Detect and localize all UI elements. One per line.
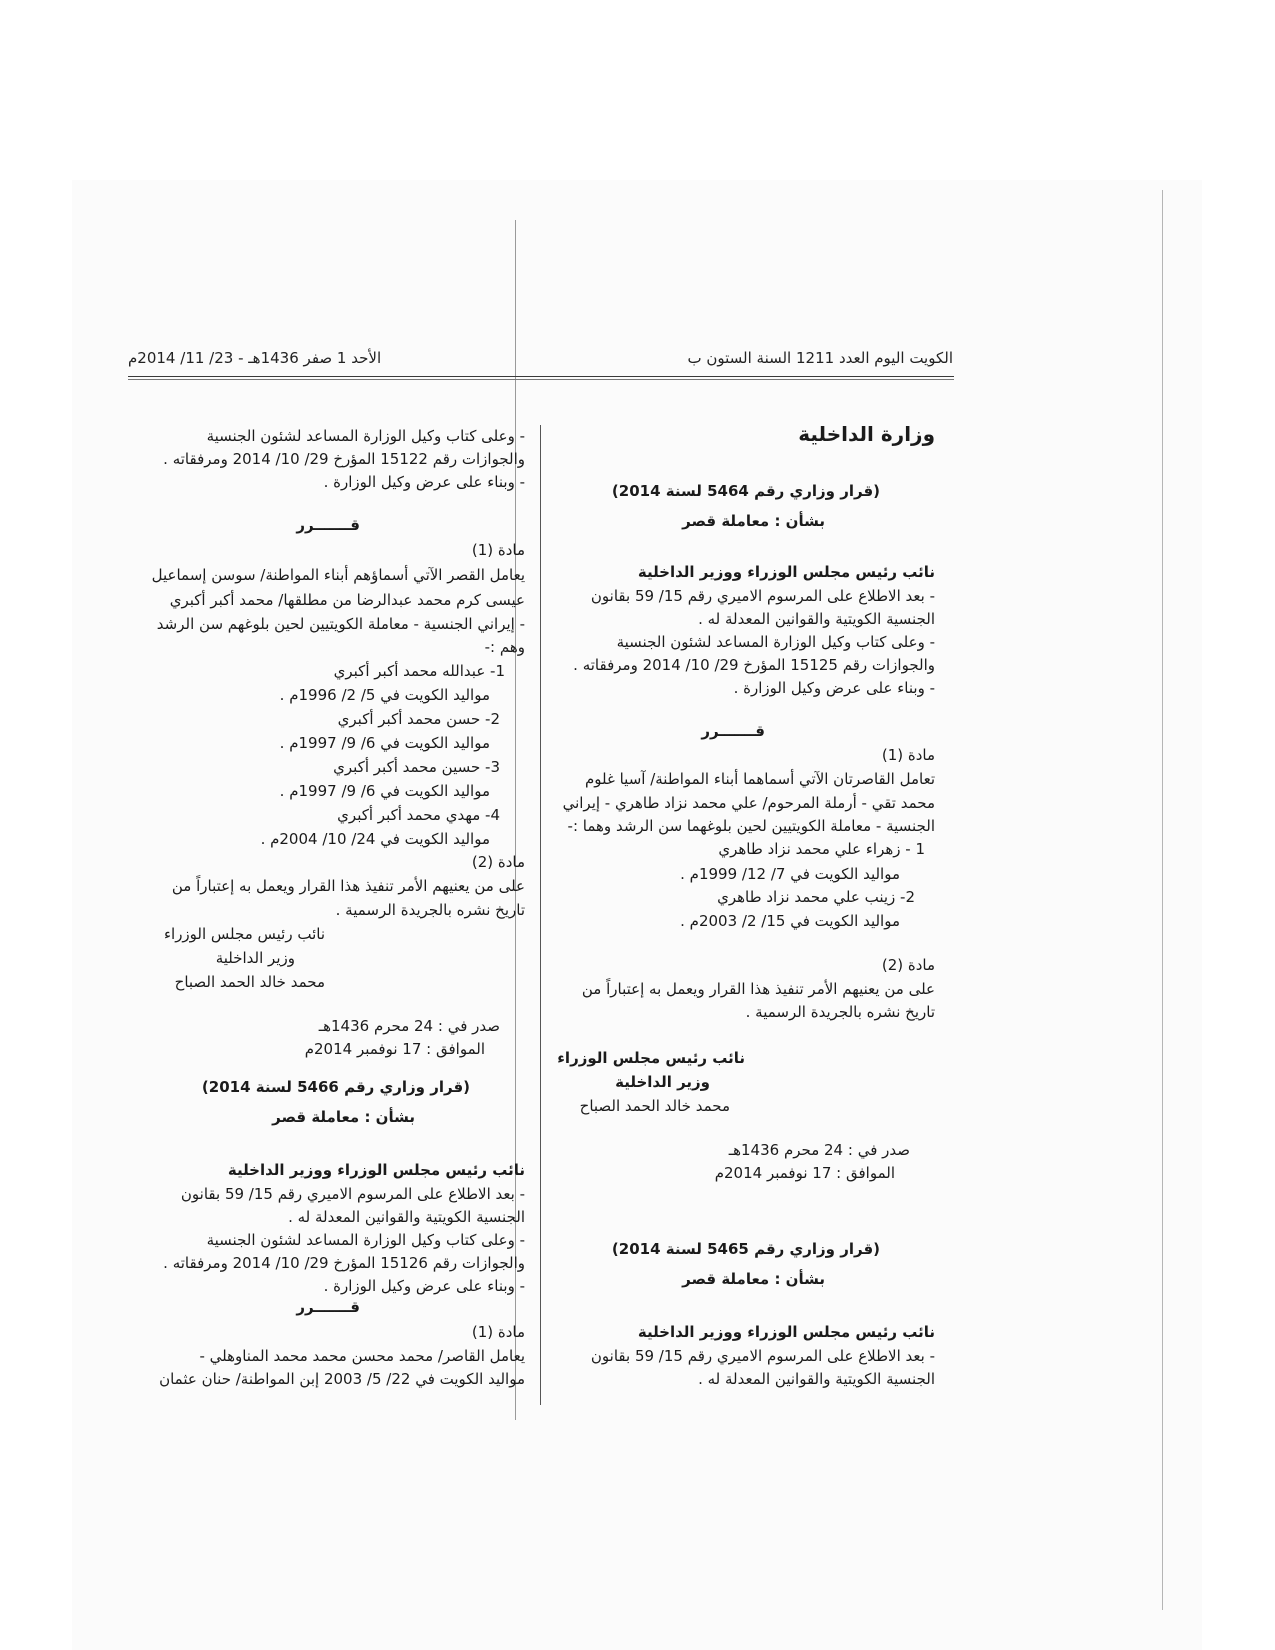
preamble-line: - بعد الاطلاع على المرسوم الاميري رقم 15/ 59 بقانون — [590, 1347, 935, 1365]
preamble-line: - وعلى كتاب وكيل الوزارة المساعد لشئون الجنسية — [206, 1231, 525, 1249]
decided-heading: قـــــــرر — [296, 1298, 360, 1316]
issuer-line: نائب رئيس مجلس الوزراء ووزير الداخلية — [227, 1161, 525, 1179]
decision-subject: بشأن : معاملة قصر — [682, 1270, 825, 1288]
article-label: مادة (2) — [471, 853, 525, 871]
minor-birth: مواليد الكويت في 7/ 12/ 1999م . — [680, 865, 900, 883]
minor-name: 4- مهدي محمد أكبر أكبري — [337, 806, 500, 824]
decision-title: (قرار وزاري رقم 5465 لسنة 2014) — [611, 1240, 880, 1258]
signature-title: نائب رئيس مجلس الوزراء — [557, 1049, 745, 1067]
issue-date-gregorian: الموافق : 17 نوفمبر 2014م — [714, 1164, 895, 1182]
left-column — [135, 0, 525, 1650]
issuer-line: نائب رئيس مجلس الوزراء ووزير الداخلية — [637, 563, 935, 581]
minor-name: 2- حسن محمد أكبر أكبري — [337, 710, 500, 728]
issuer-line: نائب رئيس مجلس الوزراء ووزير الداخلية — [637, 1323, 935, 1341]
issue-date: صدر في : 24 محرم 1436هـ — [728, 1141, 910, 1159]
preamble-line: الجنسية الكويتية والقوانين المعدلة له . — [698, 610, 935, 628]
column-divider — [540, 425, 541, 1405]
header-issue-info: الكويت اليوم العدد 1211 السنة الستون ب — [687, 349, 953, 367]
minor-birth: مواليد الكويت في 24/ 10/ 2004م . — [260, 830, 490, 848]
signature-title: وزير الداخلية — [215, 949, 295, 967]
article-text: الجنسية - معاملة الكويتيين لحين بلوغهما سن الرشد وهما :- — [567, 817, 935, 835]
minor-name: 1 - زهراء علي محمد نزاد طاهري — [718, 840, 925, 858]
decision-subject: بشأن : معاملة قصر — [272, 1108, 415, 1126]
preamble-line: - وبناء على عرض وكيل الوزارة . — [733, 679, 935, 697]
article-text: مواليد الكويت في 22/ 5/ 2003 إبن المواطنة/ حنان عثمان — [159, 1370, 525, 1388]
issue-date: صدر في : 24 محرم 1436هـ — [318, 1017, 500, 1035]
issue-date-gregorian: الموافق : 17 نوفمبر 2014م — [304, 1040, 485, 1058]
article-text: - إيراني الجنسية - معاملة الكويتيين لحين بلوغهم سن الرشد — [156, 615, 525, 633]
signature-title: نائب رئيس مجلس الوزراء — [163, 925, 325, 943]
decision-subject: بشأن : معاملة قصر — [682, 512, 825, 530]
article-text: وهم :- — [484, 638, 525, 656]
header-date: الأحد 1 صفر 1436هـ - 23/ 11/ 2014م — [128, 349, 382, 367]
preamble-line: - وعلى كتاب وكيل الوزارة المساعد لشئون الجنسية — [616, 633, 935, 651]
preamble-line: - وعلى كتاب وكيل الوزارة المساعد لشئون الجنسية — [206, 427, 525, 445]
decision-title: (قرار وزاري رقم 5466 لسنة 2014) — [201, 1078, 470, 1096]
minor-birth: مواليد الكويت في 6/ 9/ 1997م . — [279, 782, 490, 800]
preamble-line: والجوازات رقم 15126 المؤرخ 29/ 10/ 2014 ومرفقاته . — [163, 1254, 525, 1272]
minor-birth: مواليد الكويت في 15/ 2/ 2003م . — [680, 912, 900, 930]
preamble-line: - وبناء على عرض وكيل الوزارة . — [323, 473, 525, 491]
article-text: تاريخ نشره بالجريدة الرسمية . — [335, 901, 525, 919]
minor-birth: مواليد الكويت في 5/ 2/ 1996م . — [279, 686, 490, 704]
article-text: يعامل القاصر/ محمد محسن محمد محمد المناوهلي - — [199, 1347, 525, 1365]
article-label: مادة (1) — [881, 746, 935, 764]
preamble-line: - وبناء على عرض وكيل الوزارة . — [323, 1277, 525, 1295]
minor-birth: مواليد الكويت في 6/ 9/ 1997م . — [279, 734, 490, 752]
preamble-line: والجوازات رقم 15125 المؤرخ 29/ 10/ 2014 ومرفقاته . — [573, 656, 935, 674]
preamble-line: - بعد الاطلاع على المرسوم الاميري رقم 15/ 59 بقانون — [180, 1185, 525, 1203]
article-label: مادة (2) — [881, 956, 935, 974]
preamble-line: الجنسية الكويتية والقوانين المعدلة له . — [288, 1208, 525, 1226]
decision-title: (قرار وزاري رقم 5464 لسنة 2014) — [611, 482, 880, 500]
article-text: عيسى كرم محمد عبدالرضا من مطلقها/ محمد أكبر أكبري — [169, 591, 525, 609]
page-edge-line — [1162, 190, 1163, 1610]
ministry-heading: وزارة الداخلية — [798, 422, 935, 446]
minor-name: 3- حسين محمد أكبر أكبري — [333, 758, 500, 776]
article-text: على من يعنيهم الأمر تنفيذ هذا القرار ويعمل به إعتباراً من — [581, 980, 935, 998]
article-label: مادة (1) — [471, 1323, 525, 1341]
decided-heading: قـــــــرر — [296, 516, 360, 534]
preamble-line: الجنسية الكويتية والقوانين المعدلة له . — [698, 1370, 935, 1388]
decided-heading: قـــــــرر — [701, 722, 765, 740]
preamble-line: - بعد الاطلاع على المرسوم الاميري رقم 15/ 59 بقانون — [590, 587, 935, 605]
article-text: على من يعنيهم الأمر تنفيذ هذا القرار ويعمل به إعتباراً من — [171, 877, 525, 895]
article-label: مادة (1) — [471, 541, 525, 559]
minor-name: 2- زينب علي محمد نزاد طاهري — [717, 888, 915, 906]
signature-title: وزير الداخلية — [615, 1073, 710, 1091]
minor-name: 1- عبدالله محمد أكبر أكبري — [333, 662, 505, 680]
signature-name: محمد خالد الحمد الصباح — [579, 1097, 730, 1115]
article-text: تعامل القاصرتان الآتي أسماهما أبناء المواطنة/ آسيا غلوم — [584, 770, 935, 788]
right-column — [555, 0, 935, 1650]
preamble-line: والجوازات رقم 15122 المؤرخ 29/ 10/ 2014 ومرفقاته . — [163, 450, 525, 468]
article-text: محمد تقي - أرملة المرحوم/ علي محمد نزاد طاهري - إيراني — [562, 794, 935, 812]
article-text: تاريخ نشره بالجريدة الرسمية . — [745, 1003, 935, 1021]
signature-name: محمد خالد الحمد الصباح — [174, 973, 325, 991]
article-text: يعامل القصر الآتي أسماؤهم أبناء المواطنة/ سوسن إسماعيل — [151, 566, 525, 584]
